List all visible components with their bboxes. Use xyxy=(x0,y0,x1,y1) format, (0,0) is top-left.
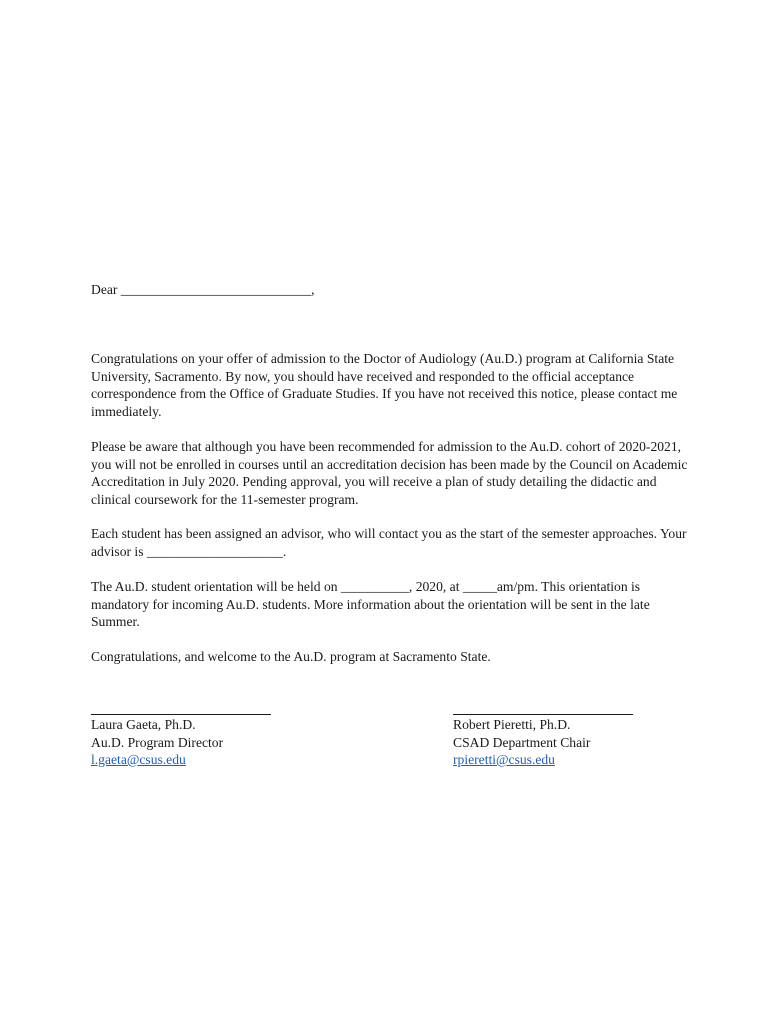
signatory-name: Laura Gaeta, Ph.D. xyxy=(91,717,196,732)
signatory-name: Robert Pieretti, Ph.D. xyxy=(453,717,571,732)
signatory-email-link[interactable]: rpieretti@csus.edu xyxy=(453,752,555,767)
paragraph-orientation: The Au.D. student orientation will be held on __________, 2020, at _____am/pm. This orientation is mandatory for incoming Au.D. students. More information about the orientation will be sent in the late Summer. xyxy=(91,579,650,629)
paragraph-welcome: Congratulations, and welcome to the Au.D. program at Sacramento State. xyxy=(91,649,491,664)
paragraph-advisor: Each student has been assigned an advisor, who will contact you as the start of the semester approaches. Your advisor is ____________________. xyxy=(91,526,687,559)
greeting-line: Dear ____________________________, xyxy=(91,282,315,297)
paragraph-admission-offer: Congratulations on your offer of admission to the Doctor of Audiology (Au.D.) program at California State University, Sacramento. By now, you should have received and responded to the official acceptance correspondence from the Office of Graduate Studies. If you have not received this notice, please contact me immediately. xyxy=(91,351,678,419)
signature-line xyxy=(453,714,633,715)
paragraph-accreditation-notice: Please be aware that although you have been recommended for admission to the Au.D. cohort of 2020-2021, you will not be enrolled in courses until an accreditation decision has been made by the Council on Academic Accreditation in July 2020. Pending approval, you will receive a plan of study detailing the didactic and clinical coursework for the 11-semester program. xyxy=(91,439,688,507)
signature-block-program-director xyxy=(91,700,271,769)
signatory-title: CSAD Department Chair xyxy=(453,734,591,750)
signature-line xyxy=(91,714,271,715)
signature-block-department-chair xyxy=(453,700,633,769)
signatory-email-link[interactable]: l.gaeta@csus.edu xyxy=(91,752,186,767)
signatory-title: Au.D. Program Director xyxy=(91,734,224,750)
